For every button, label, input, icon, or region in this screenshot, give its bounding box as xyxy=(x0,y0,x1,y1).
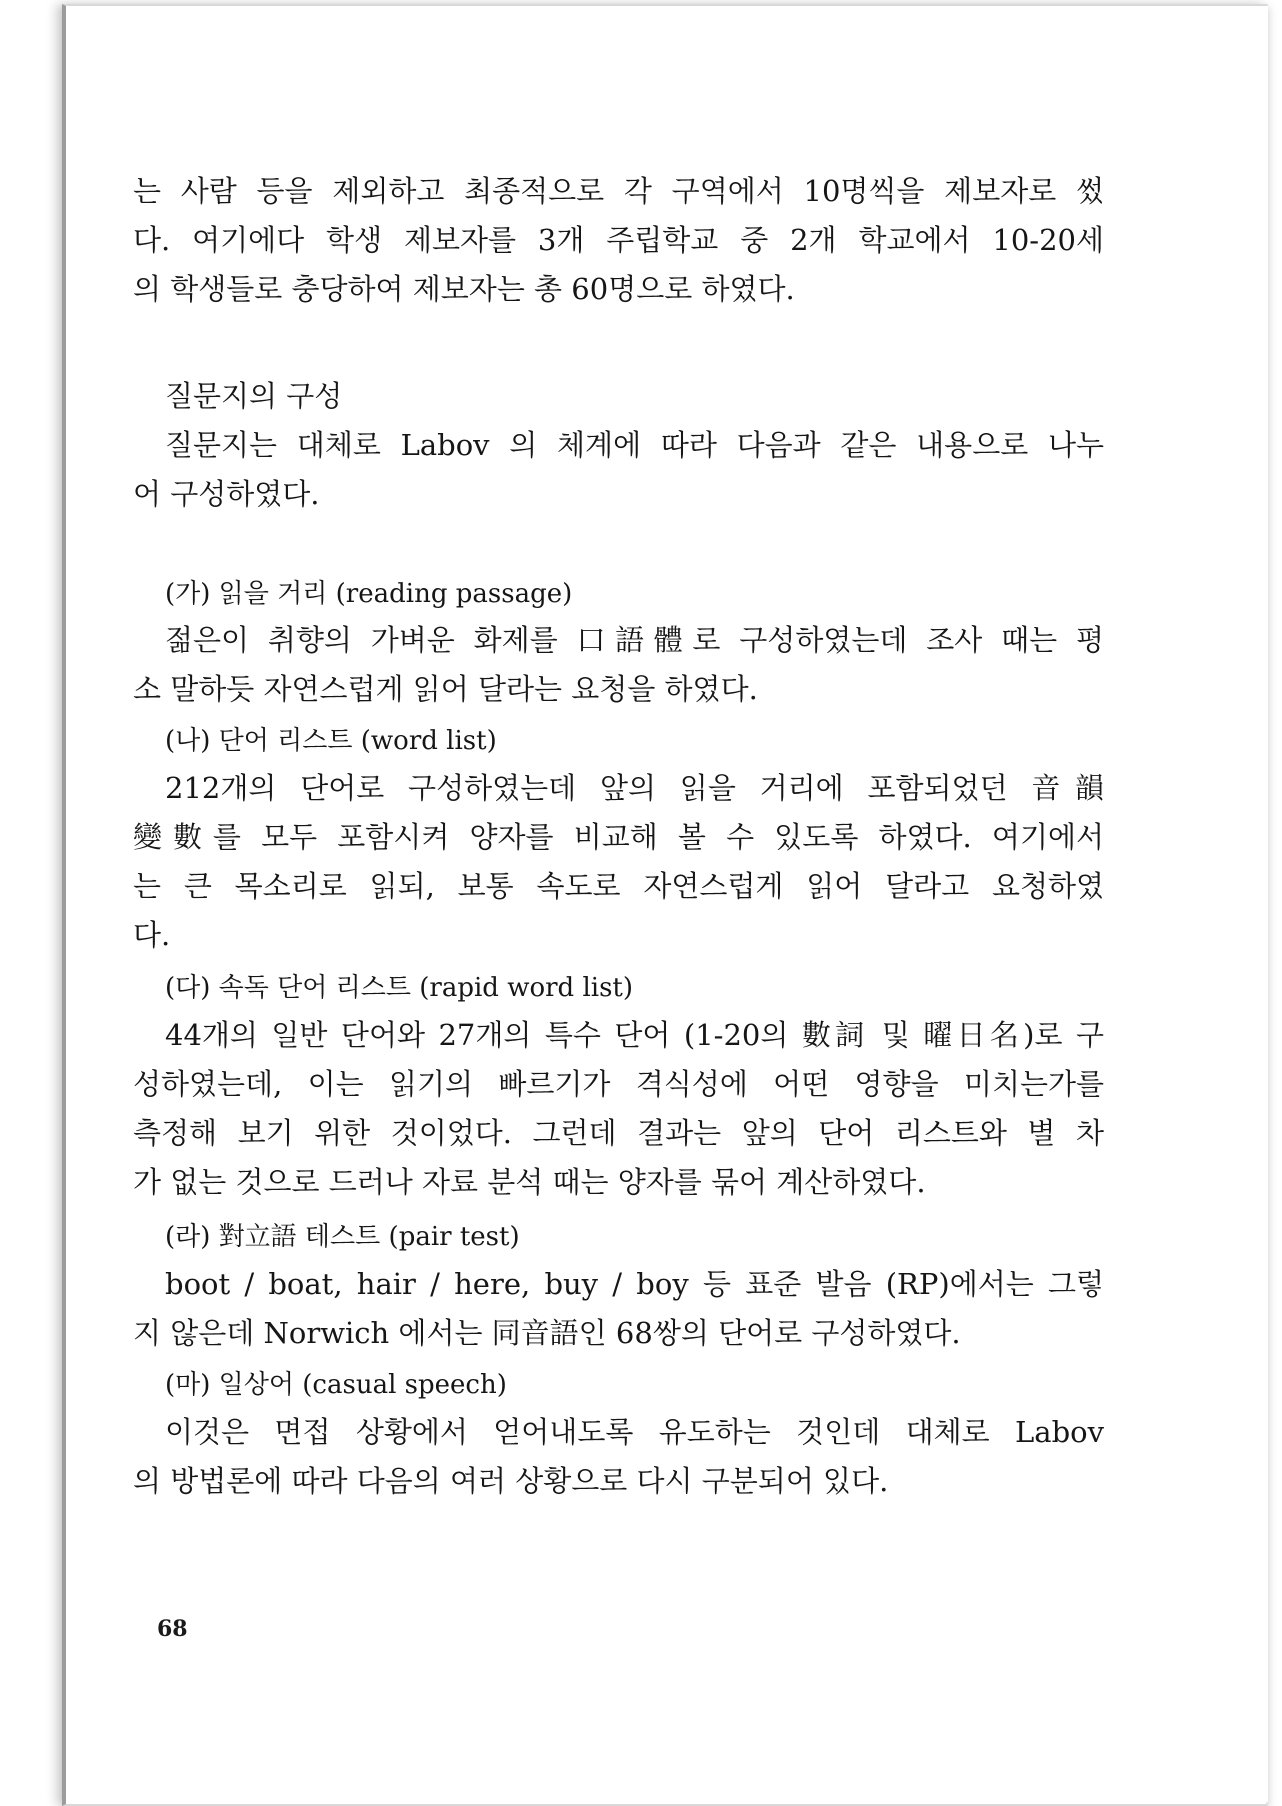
text-line: 는 사람 등을 제외하고 최종적으로 각 구역에서 10명씩을 제보자로 썼 xyxy=(133,174,1104,208)
text-line: 의 학생들로 충당하여 제보자는 총 60명으로 하였다. xyxy=(133,272,795,306)
text-line: 질문지는 대체로 Labov 의 체계에 따라 다음과 같은 내용으로 나누 xyxy=(165,428,1104,462)
text-line: 는 큰 목소리로 읽되, 보통 속도로 자연스럽게 읽어 달라고 요청하였 xyxy=(133,869,1104,903)
text-line: 성하였는데, 이는 읽기의 빠르기가 격식성에 어떤 영향을 미치는가를 xyxy=(133,1067,1104,1101)
text-line: 變數를 모두 포함시켜 양자를 비교해 볼 수 있도록 하였다. 여기에서 xyxy=(133,820,1104,854)
text-line: boot / boat, hair / here, buy / boy 등 표준 발음 (RP)에서는 그렇 xyxy=(165,1267,1104,1301)
text-line: 지 않은데 Norwich 에서는 同音語인 68쌍의 단어로 구성하였다. xyxy=(133,1316,961,1350)
text-line: 소 말하듯 자연스럽게 읽어 달라는 요청을 하였다. xyxy=(133,672,758,706)
item-heading: (마) 일상어 (casual speech) xyxy=(165,1370,507,1400)
item-heading: (가) 읽을 거리 (reading passage) xyxy=(165,579,573,609)
text-line: 212개의 단어로 구성하였는데 앞의 읽을 거리에 포함되었던 音韻 xyxy=(165,771,1104,805)
text-line: 44개의 일반 단어와 27개의 특수 단어 (1-20의 數詞 및 曜日名)로 구 xyxy=(165,1018,1104,1052)
page-number: 68 xyxy=(157,1616,188,1642)
item-heading: (나) 단어 리스트 (word list) xyxy=(165,726,497,756)
text-line: 어 구성하였다. xyxy=(133,477,320,511)
text-line: 의 방법론에 따라 다음의 여러 상황으로 다시 구분되어 있다. xyxy=(133,1464,889,1498)
item-heading: (다) 속독 단어 리스트 (rapid word list) xyxy=(165,973,634,1003)
text-line: 측정해 보기 위한 것이었다. 그런데 결과는 앞의 단어 리스트와 별 차 xyxy=(133,1116,1104,1150)
text-line: 젊은이 취향의 가벼운 화제를 口語體로 구성하였는데 조사 때는 평 xyxy=(165,623,1104,657)
text-line: 이것은 면접 상황에서 얻어내도록 유도하는 것인데 대체로 Labov xyxy=(165,1415,1104,1449)
text-line: 다. xyxy=(133,918,171,952)
item-heading: (라) 對立語 테스트 (pair test) xyxy=(165,1222,520,1252)
section-heading: 질문지의 구성 xyxy=(165,379,343,413)
text-line: 가 없는 것으로 드러나 자료 분석 때는 양자를 묶어 계산하였다. xyxy=(133,1165,926,1199)
text-line: 다. 여기에다 학생 제보자를 3개 주립학교 중 2개 학교에서 10-20세 xyxy=(133,223,1104,257)
